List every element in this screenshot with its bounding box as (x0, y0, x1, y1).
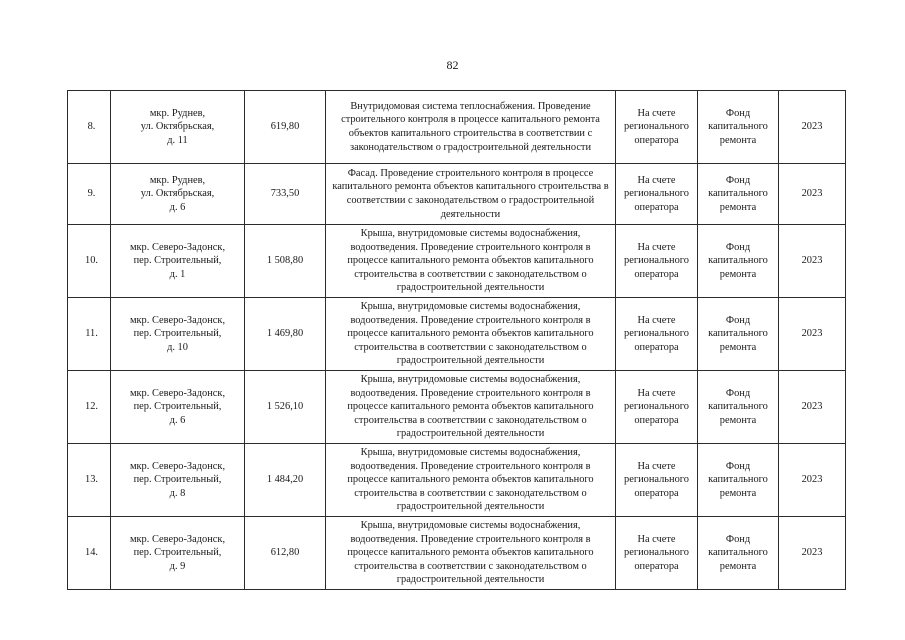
account-cell: На счете регионального оператора (616, 371, 698, 444)
funding-source-cell: Фонд капитального ремонта (698, 225, 779, 298)
funding-source-cell: Фонд капитального ремонта (698, 164, 779, 225)
row-number: 11. (68, 298, 111, 371)
row-number: 14. (68, 517, 111, 590)
address-line: пер. Строительный, (133, 401, 222, 413)
account-cell: На счете регионального оператора (616, 164, 698, 225)
year-cell: 2023 (779, 91, 846, 164)
address-line: мкр. Северо-Задонск, (129, 241, 226, 253)
address-line: д. 11 (167, 134, 188, 146)
year-cell: 2023 (779, 298, 846, 371)
page-number: 82 (446, 58, 459, 72)
table-row (68, 164, 846, 225)
address-line: д. 6 (169, 414, 186, 426)
address-cell (111, 91, 245, 164)
table-row (68, 444, 846, 517)
address-line: д. 10 (167, 341, 188, 353)
year-cell: 2023 (779, 444, 846, 517)
account-cell: На счете регионального оператора (616, 517, 698, 590)
address-line: пер. Строительный, (133, 328, 222, 340)
address-line: д. 8 (169, 487, 186, 499)
account-cell: На счете регионального оператора (616, 225, 698, 298)
address-line: пер. Строительный, (133, 547, 222, 559)
address-line: ул. Октябрьская, (140, 188, 215, 200)
cost-cell: 1 508,80 (245, 225, 326, 298)
address-line: мкр. Северо-Задонск, (129, 460, 226, 472)
row-number: 8. (68, 91, 111, 164)
year-cell: 2023 (779, 164, 846, 225)
work-description: Крыша, внутридомовые системы водоснабжения, водоотведения. Проведение строительного контроля в процессе капитального ремонта объектов капитального строительства в соответствии с законодательством о градостроительной деятельности (326, 371, 616, 444)
address-cell (111, 444, 245, 517)
address-line: мкр. Северо-Задонск, (129, 387, 226, 399)
work-description: Крыша, внутридомовые системы водоснабжения, водоотведения. Проведение строительного контроля в процессе капитального ремонта объектов капитального строительства в соответствии с законодательством о градостроительной деятельности (326, 298, 616, 371)
table-row (68, 371, 846, 444)
account-cell: На счете регионального оператора (616, 91, 698, 164)
funding-source-cell: Фонд капитального ремонта (698, 91, 779, 164)
address-cell (111, 371, 245, 444)
cost-cell: 1 526,10 (245, 371, 326, 444)
address-cell (111, 298, 245, 371)
address-cell (111, 164, 245, 225)
address-line: ул. Октябрьская, (140, 121, 215, 133)
work-description: Крыша, внутридомовые системы водоснабжения, водоотведения. Проведение строительного контроля в процессе капитального ремонта объектов капитального строительства в соответствии с законодательством о градостроительной деятельности (326, 444, 616, 517)
account-cell: На счете регионального оператора (616, 298, 698, 371)
address-cell (111, 517, 245, 590)
table-row (68, 298, 846, 371)
year-cell: 2023 (779, 371, 846, 444)
address-line: мкр. Северо-Задонск, (129, 533, 226, 545)
table-row (68, 517, 846, 590)
row-number: 10. (68, 225, 111, 298)
address-line: мкр. Северо-Задонск, (129, 314, 226, 326)
year-cell: 2023 (779, 225, 846, 298)
work-description: Крыша, внутридомовые системы водоснабжения, водоотведения. Проведение строительного контроля в процессе капитального ремонта объектов капитального строительства в соответствии с законодательством о градостроительной деятельности (326, 517, 616, 590)
cost-cell: 612,80 (245, 517, 326, 590)
row-number: 12. (68, 371, 111, 444)
address-line: пер. Строительный, (133, 255, 222, 267)
cost-cell: 1 469,80 (245, 298, 326, 371)
cost-cell: 619,80 (245, 91, 326, 164)
work-description: Крыша, внутридомовые системы водоснабжения, водоотведения. Проведение строительного контроля в процессе капитального ремонта объектов капитального строительства в соответствии с законодательством о градостроительной деятельности (326, 225, 616, 298)
year-cell: 2023 (779, 517, 846, 590)
address-line: мкр. Руднев, (149, 107, 206, 119)
row-number: 9. (68, 164, 111, 225)
address-line: д. 1 (169, 268, 186, 280)
work-description: Внутридомовая система теплоснабжения. Проведение строительного контроля в процессе капитального ремонта объектов капитального строительства в соответствии с законодательством о градостроительной деятельности (326, 91, 616, 164)
work-description: Фасад. Проведение строительного контроля в процессе капитального ремонта объектов капитального строительства в соответствии с законодательством о градостроительной деятельности (326, 164, 616, 225)
cost-cell: 733,50 (245, 164, 326, 225)
address-line: д. 9 (169, 560, 186, 572)
cost-cell: 1 484,20 (245, 444, 326, 517)
account-cell: На счете регионального оператора (616, 444, 698, 517)
funding-source-cell: Фонд капитального ремонта (698, 371, 779, 444)
capital-repair-table (67, 90, 846, 590)
address-line: пер. Строительный, (133, 474, 222, 486)
address-line: д. 6 (169, 201, 186, 213)
funding-source-cell: Фонд капитального ремонта (698, 298, 779, 371)
row-number: 13. (68, 444, 111, 517)
address-cell (111, 225, 245, 298)
table-row (68, 225, 846, 298)
table-row (68, 91, 846, 164)
address-line: мкр. Руднев, (149, 174, 206, 186)
funding-source-cell: Фонд капитального ремонта (698, 444, 779, 517)
funding-source-cell: Фонд капитального ремонта (698, 517, 779, 590)
